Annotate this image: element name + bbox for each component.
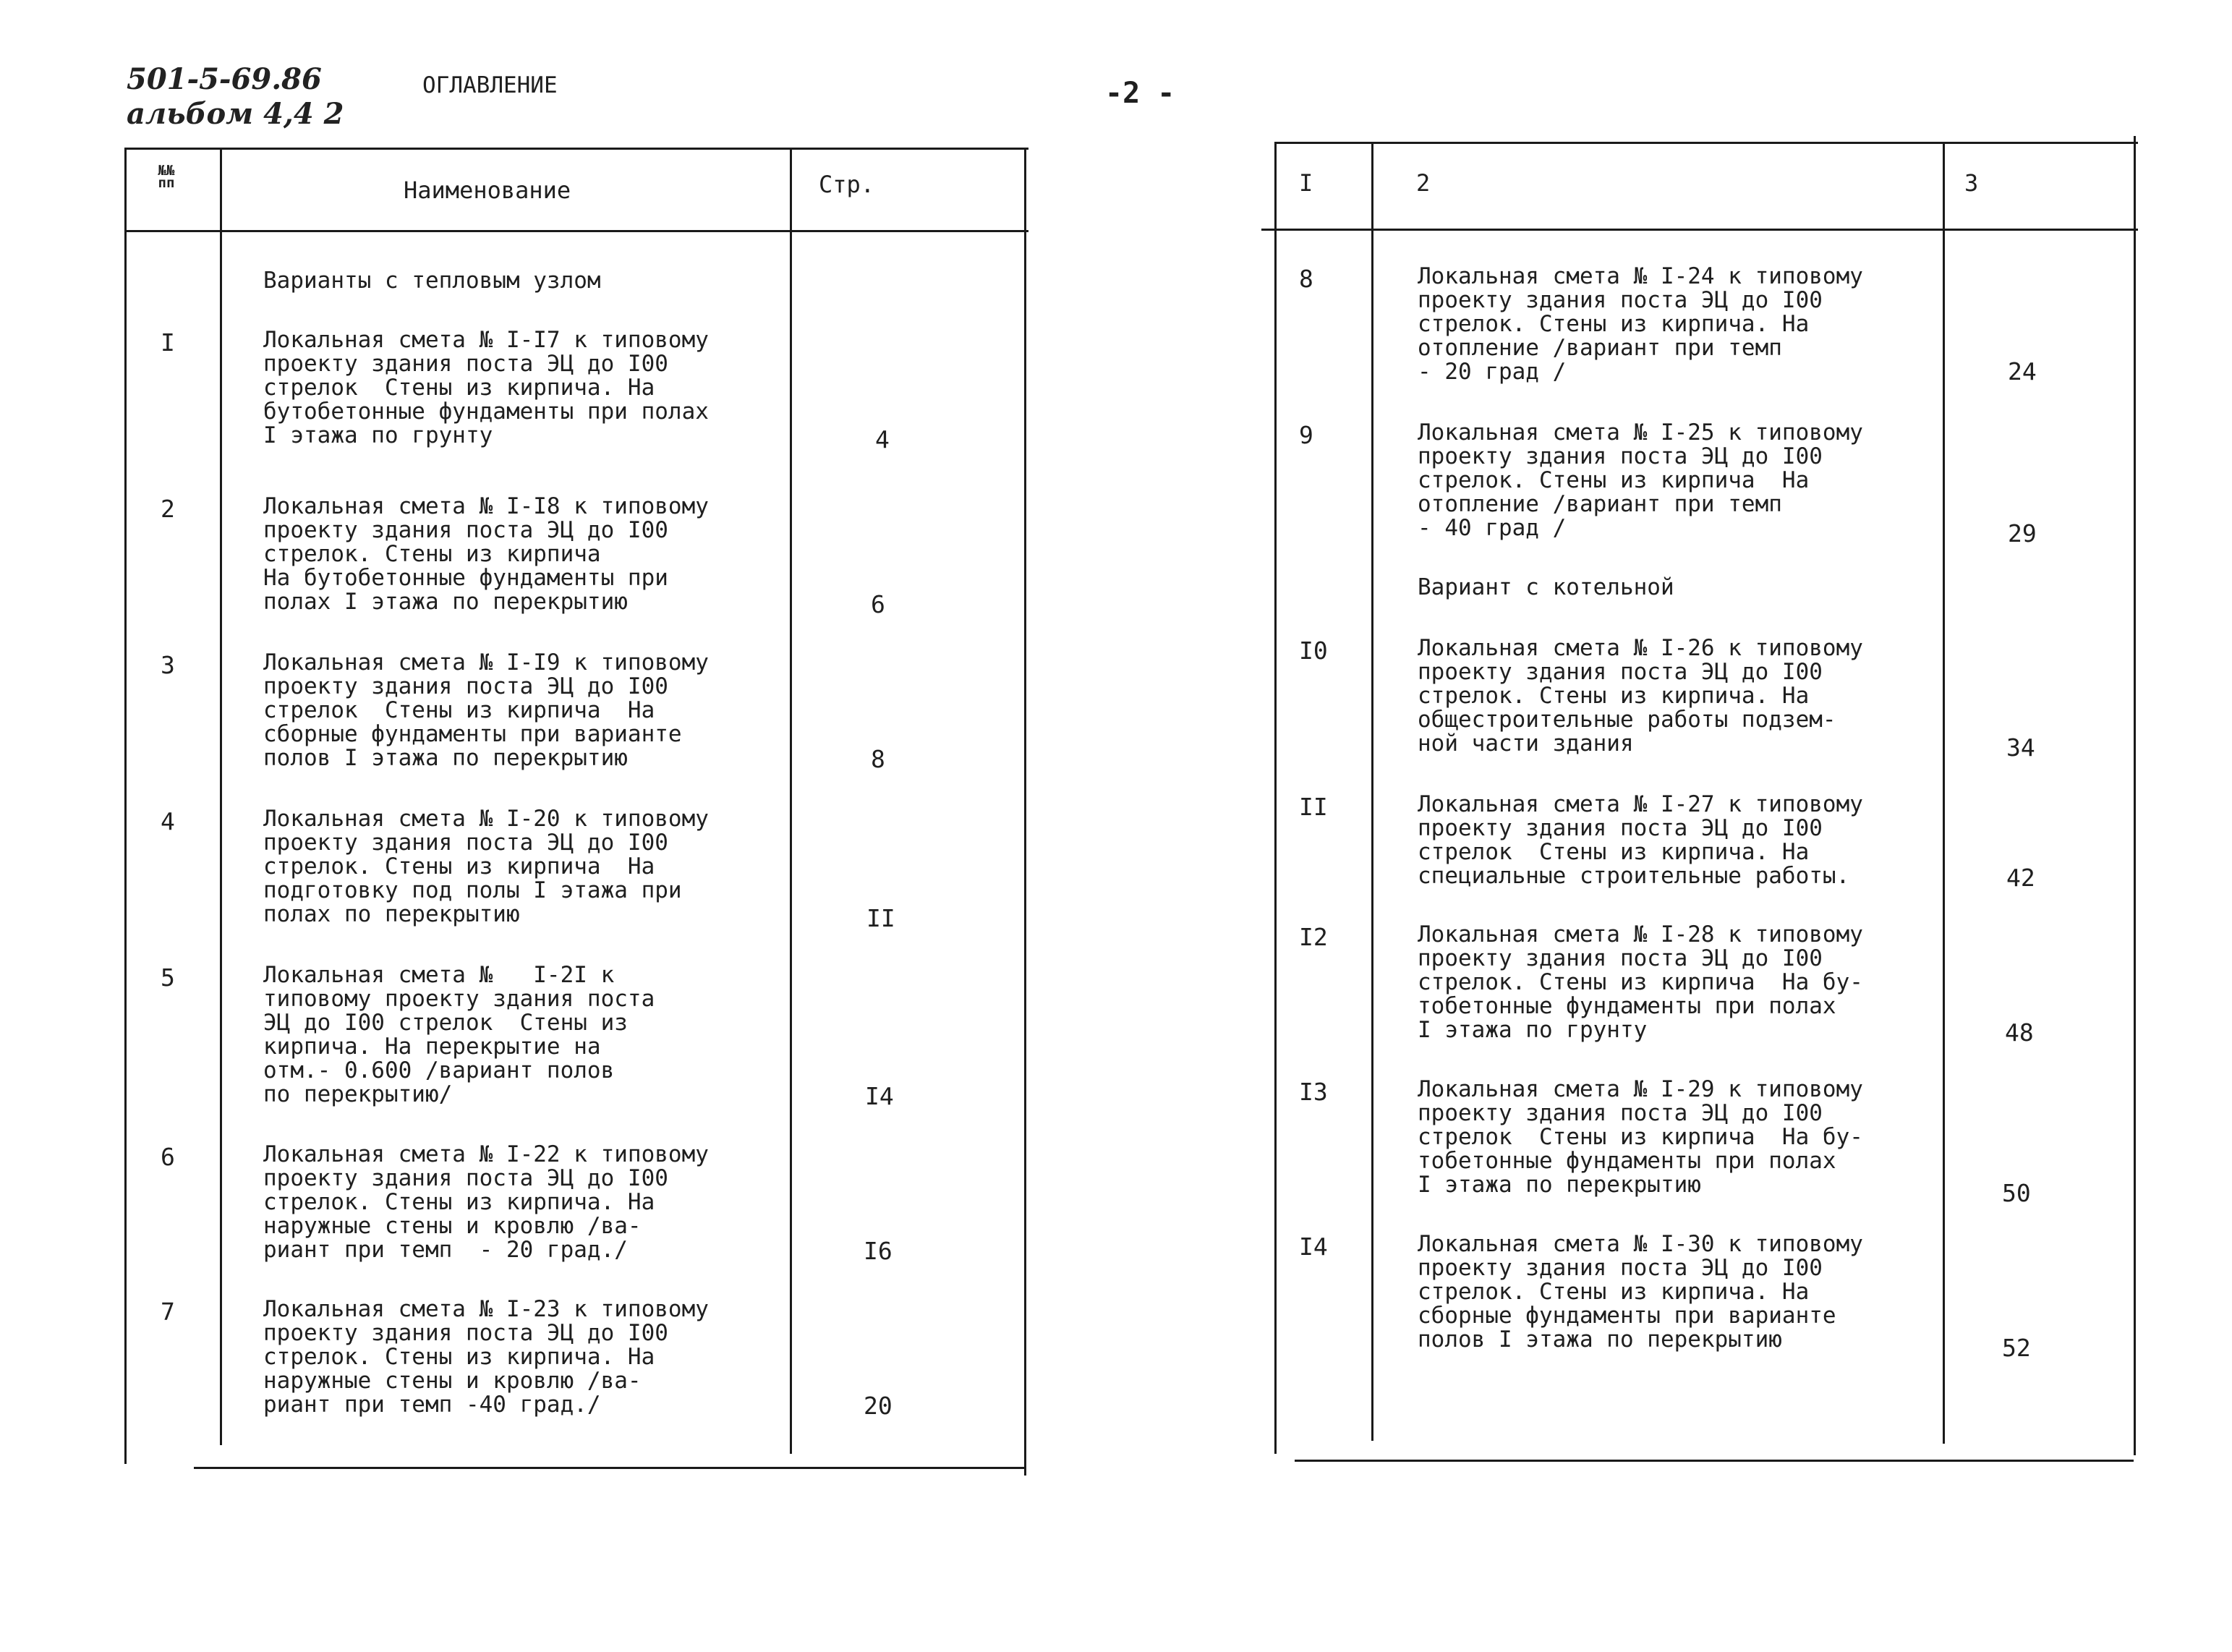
right-table-col-divider-1 [1371, 142, 1373, 1441]
item-page: 8 [871, 745, 885, 773]
right-table-col-divider-2 [1943, 142, 1945, 1444]
item-number: 2 [161, 495, 175, 523]
item-name: Локальная смета № I-25 к типовому проекту здания поста ЭЦ до I00 стрелок. Стены из кирпича На отопление /вариант при темп - 40 град / [1418, 420, 1863, 541]
right-table-bottom-rule [1295, 1460, 2134, 1462]
left-col-header-page: Стр. [819, 171, 875, 198]
item-name: Локальная смета № I-24 к типовому проекту здания поста ЭЦ до I00 стрелок. Стены из кирпича. На отопление /вариант при темп - 20 град / [1418, 263, 1863, 385]
item-number: 6 [161, 1143, 175, 1171]
left-col-header-name: Наименование [404, 176, 571, 204]
item-page: 4 [875, 425, 890, 454]
item-number: 5 [161, 963, 175, 992]
item-name: Локальная смета № I-I8 к типовому проекту здания поста ЭЦ до I00 стрелок. Стены из кирпича На бутобетонные фундаменты при полах I этажа по перекрытию [263, 493, 709, 615]
left-table-border-right [1024, 148, 1026, 1476]
item-page: I4 [865, 1082, 894, 1110]
item-page: 48 [2005, 1018, 2034, 1047]
item-number: 4 [161, 807, 175, 835]
item-name: Локальная смета № I-23 к типовому проекту здания поста ЭЦ до I00 стрелок. Стены из кирпича. На наружные стены и кровлю /ва- риант при темп -40 град./ [263, 1296, 709, 1418]
page-number: -2 - [1105, 77, 1175, 110]
item-number: 7 [161, 1298, 175, 1326]
right-table-header-rule [1261, 229, 2138, 231]
item-page: II [866, 904, 895, 932]
item-number: II [1299, 793, 1328, 821]
item-name: Локальная смета № I-I7 к типовому проекту здания поста ЭЦ до I00 стрелок Стены из кирпича. На бутобетонные фундаменты при полах I этажа по грунту [263, 327, 709, 448]
item-number: I2 [1299, 923, 1328, 951]
item-number: 9 [1299, 421, 1313, 449]
left-table-top-rule [124, 148, 1028, 150]
item-number: I3 [1299, 1078, 1328, 1106]
left-table-header-rule [124, 230, 1028, 232]
document-title: ОГЛАВЛЕНИЕ [422, 72, 558, 98]
item-name: Локальная смета № I-29 к типовому проекту здания поста ЭЦ до I00 стрелок Стены из кирпича На бу- тобетонные фундаменты при полах I этажа по перекрытию [1418, 1076, 1863, 1198]
left-table-bottom-rule [194, 1467, 1024, 1469]
item-number: I0 [1299, 636, 1328, 665]
item-page: I6 [864, 1237, 893, 1265]
item-page: 6 [871, 590, 885, 618]
left-table-col-divider-1 [220, 148, 222, 1445]
item-page: 34 [2006, 733, 2035, 762]
item-number: I [161, 328, 175, 357]
right-table-top-rule [1276, 142, 2138, 144]
right-col-header-3: 3 [1964, 169, 1979, 197]
right-col-header-1: I [1299, 169, 1313, 197]
item-name: Локальная смета № I-20 к типовому проекту здания поста ЭЦ до I00 стрелок. Стены из кирпича На подготовку под полы I этажа при полах по перекрытию [263, 806, 709, 927]
item-number: I4 [1299, 1232, 1328, 1261]
item-name: Локальная смета № I-2I к типовому проекту здания поста ЭЦ до I00 стрелок Стены из кирпича. На перекрытие на отм.- 0.600 /вариант полов по перекрытию/ [263, 962, 655, 1107]
left-col-header-number: №№ пп [158, 163, 175, 191]
item-page: 50 [2002, 1179, 2031, 1207]
section-title: Варианты с тепловым узлом [263, 268, 601, 294]
item-name: Локальная смета № I-26 к типовому проекту здания поста ЭЦ до I00 стрелок. Стены из кирпича. На общестроительные работы подзем- ной части здания [1418, 635, 1863, 757]
section-title: Вариант с котельной [1418, 574, 1674, 600]
left-table-col-divider-2 [790, 148, 792, 1454]
right-table-border-right [2134, 136, 2136, 1455]
right-col-header-2: 2 [1416, 169, 1431, 197]
item-number: 8 [1299, 265, 1313, 293]
left-table-border-left [124, 148, 127, 1464]
item-name: Локальная смета № I-27 к типовому проекту здания поста ЭЦ до I00 стрелок Стены из кирпича. На специальные строительные работы. [1418, 791, 1863, 889]
item-page: 20 [864, 1392, 893, 1420]
item-name: Локальная смета № I-30 к типовому проекту здания поста ЭЦ до I00 стрелок. Стены из кирпича. На сборные фундаменты при варианте полов I этажа по перекрытию [1418, 1231, 1863, 1353]
album-number: альбом 4,4 2 [127, 97, 344, 131]
right-table-border-left [1274, 142, 1277, 1454]
item-name: Локальная смета № I-I9 к типовому проекту здания поста ЭЦ до I00 стрелок Стены из кирпича На сборные фундаменты при варианте полов I этажа по перекрытию [263, 650, 709, 771]
item-name: Локальная смета № I-22 к типовому проекту здания поста ЭЦ до I00 стрелок. Стены из кирпича. На наружные стены и кровлю /ва- риант при темп - 20 град./ [263, 1141, 709, 1263]
item-page: 52 [2002, 1334, 2031, 1362]
document-code: 501-5-69.86 [127, 62, 322, 96]
item-page: 29 [2008, 519, 2037, 548]
item-name: Локальная смета № I-28 к типовому проекту здания поста ЭЦ до I00 стрелок. Стены из кирпича На бу- тобетонные фундаменты при полах I этажа по грунту [1418, 921, 1863, 1043]
item-number: 3 [161, 651, 175, 679]
item-page: 42 [2006, 864, 2035, 892]
item-page: 24 [2008, 357, 2037, 386]
